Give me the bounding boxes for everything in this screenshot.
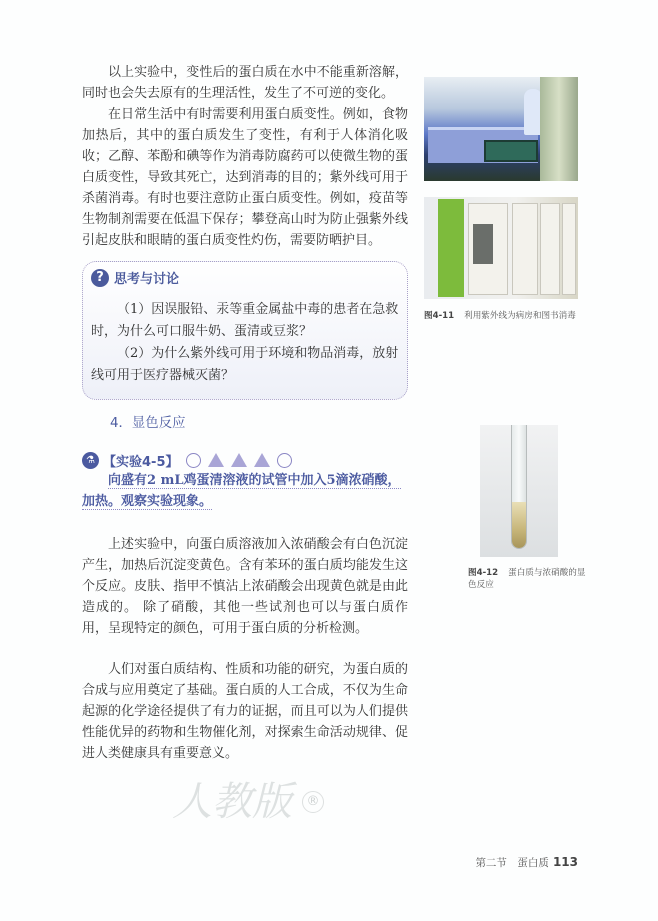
publisher-watermark: 人教版 [172, 779, 292, 825]
paragraph-color-reaction: 上述实验中，向蛋白质溶液加入浓硝酸会有白色沉淀产生，加热后沉淀变黄色。含有苯环的蛋白质均能发生这个反应。皮肤、指甲不慎沾上浓硝酸会出现黄色就是由此造成的。 除了硝酸，其他一些试剂也可以与蛋白质作用，呈现特定的颜色，可用于蛋白质的分析检测。 [82, 537, 408, 636]
paragraph-denaturation-irreversible: 以上实验中，变性后的蛋白质在水中不能重新溶解，同时也会失去原有的生理活性，发生了不可逆的变化。 [82, 65, 408, 101]
paragraph-denaturation-uses: 在日常生活中有时需要利用蛋白质变性。例如，食物加热后，其中的蛋白质发生了变性，有利于人体消化吸收；乙醇、苯酚和碘等作为消毒防腐药可以使微生物的蛋白质变性，导致其死亡，达到消毒的目的；紫外线可用于杀菌消毒。有时也要注意防止蛋白质变性。例如，疫苗等生物制剂需要在低温下保存；攀登高山时为防止强紫外线引起皮肤和眼睛的蛋白质变性灼伤，需要防晒护目。 [82, 107, 408, 248]
discussion-question-2: （2）为什么紫外线可用于环境和物品消毒，放射线可用于医疗器械灭菌？ [91, 346, 399, 383]
test-tube-photo [480, 425, 558, 557]
footer-section: 第二节 蛋白质 [475, 857, 549, 869]
discussion-title: 思考与讨论 [114, 272, 180, 287]
discussion-question-1: （1）因误服铅、汞等重金属盐中毒的患者在急救时，为什么可口服牛奶、蛋清或豆浆？ [91, 302, 399, 339]
figure-4-12-caption: 图4-12 蛋白质与浓硝酸的显色反应 [468, 568, 586, 590]
experiment-label: 【实验4-5】 [103, 454, 179, 470]
question-icon: ? [91, 269, 109, 287]
discussion-box [82, 261, 408, 400]
goggles-safety-icon [186, 453, 201, 468]
page-footer [475, 855, 578, 870]
heating-safety-icon [254, 453, 270, 467]
experiment-instructions: 向盛有2 mL鸡蛋清溶液的试管中加入5滴浓硝酸，加热。观察实验现象。 [82, 473, 401, 509]
hand-wash-safety-icon [277, 453, 292, 468]
page-number: 113 [552, 855, 578, 869]
registered-mark: ® [302, 791, 324, 813]
library-uv-cabinet-photo [424, 197, 578, 299]
experiment-icon: ⚗ [82, 452, 99, 469]
figure-4-11-caption: 图4-11 利用紫外线为病房和图书消毒 [424, 311, 576, 321]
ward-uv-photo [424, 77, 578, 181]
watermark-row [82, 778, 408, 826]
experiment-header [82, 450, 408, 470]
corrosive-safety-icon [231, 453, 247, 467]
paragraph-protein-research: 人们对蛋白质结构、性质和功能的研究，为蛋白质的合成与应用奠定了基础。蛋白质的人工合成，不仅为生命起源的化学途径提供了有力的证据，而且可以为人们提供性能优异的药物和生物催化剂，对探索生命活动规律、促进人类健康具有重要意义。 [82, 662, 408, 761]
main-text-column [82, 62, 408, 826]
caution-safety-icon [208, 453, 224, 467]
section-heading: 4．显色反应 [110, 416, 186, 431]
